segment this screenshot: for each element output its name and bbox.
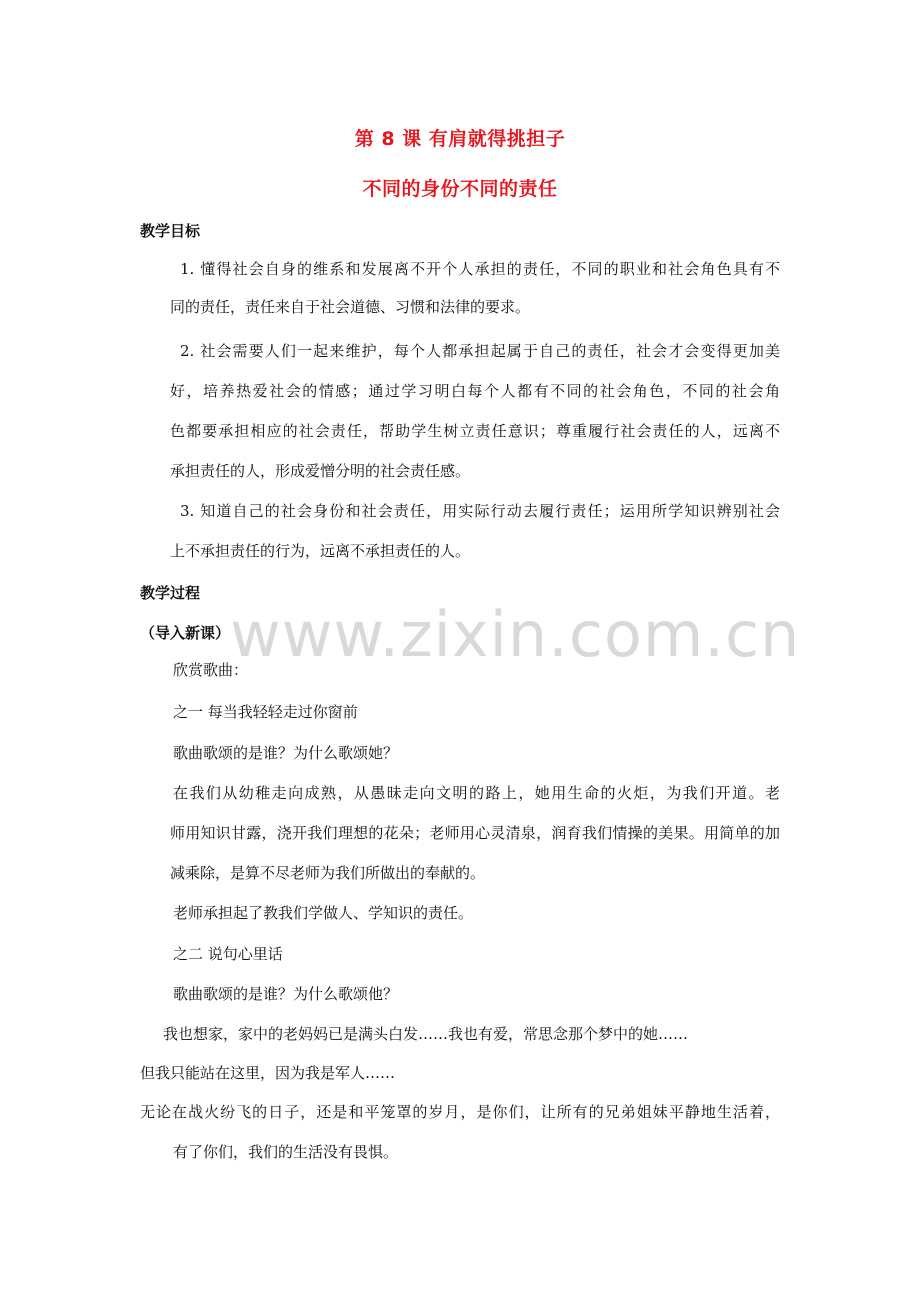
lesson-title: 第 8 课 有肩就得挑担子 xyxy=(354,128,566,150)
objective-1-line-1: 1. 懂得社会自身的维系和发展离不开个人承担的责任，不同的职业和社会角色具有不 xyxy=(180,260,780,278)
process-heading: 教学过程 xyxy=(140,584,201,602)
objective-2-line-4: 承担责任的人，形成爱憎分明的社会责任感。 xyxy=(170,462,471,480)
paragraph-1-line-1: 在我们从幼稚走向成熟，从愚昧走向文明的路上，她用生命的火炬，为我们开道。老 xyxy=(173,784,780,802)
intro-label: （导入新课） xyxy=(140,624,231,642)
objective-2-line-2: 好，培养热爱社会的情感；通过学习明白每个人都有不同的社会角色，不同的社会角 xyxy=(170,382,780,400)
watermark-text: www.zixin.com.cn xyxy=(230,598,801,671)
objective-3-line-2: 上不承担责任的行为，远离不承担责任的人。 xyxy=(170,542,471,560)
objective-1-line-2: 同的责任，责任来自于社会道德、习惯和法律的要求。 xyxy=(170,298,531,316)
song-one: 之一 每当我轻轻走过你窗前 xyxy=(173,703,358,721)
paragraph-1-line-3: 减乘除，是算不尽老师为我们所做出的奉献的。 xyxy=(170,864,486,882)
question-one: 歌曲歌颂的是谁？为什么歌颂她？ xyxy=(173,744,399,762)
lyric-line-1: 我也想家，家中的老妈妈已是满头白发……我也有爱，常思念那个梦中的她…… xyxy=(163,1025,689,1043)
question-two: 歌曲歌颂的是谁？为什么歌颂他？ xyxy=(173,985,399,1003)
objective-2-line-1: 2. 社会需要人们一起来维护，每个人都承担起属于自己的责任，社会才会变得更加美 xyxy=(180,342,780,360)
objective-2-line-3: 色都要承担相应的社会责任，帮助学生树立责任意识；尊重履行社会责任的人，远离不 xyxy=(170,422,780,440)
lesson-subtitle: 不同的身份不同的责任 xyxy=(362,178,558,200)
paragraph-2: 老师承担起了教我们学做人、学知识的责任。 xyxy=(173,904,474,922)
paragraph-3-line-1: 无论在战火纷飞的日子，还是和平笼罩的岁月，是你们，让所有的兄弟姐妹平静地生活着， xyxy=(140,1103,780,1121)
paragraph-1-line-2: 师用知识甘露，浇开我们理想的花朵；老师用心灵清泉，润育我们情操的美果。用简单的加 xyxy=(170,824,780,842)
objective-3-line-1: 3. 知道自己的社会身份和社会责任，用实际行动去履行责任；运用所学知识辨别社会 xyxy=(180,502,780,520)
appreciate-songs: 欣赏歌曲： xyxy=(173,661,249,679)
objectives-heading: 教学目标 xyxy=(140,222,201,240)
paragraph-3-line-2: 有了你们，我们的生活没有畏惧。 xyxy=(173,1143,399,1161)
lyric-line-2: 但我只能站在这里，因为我是军人…… xyxy=(140,1064,396,1082)
song-two: 之二 说句心里话 xyxy=(173,945,283,963)
